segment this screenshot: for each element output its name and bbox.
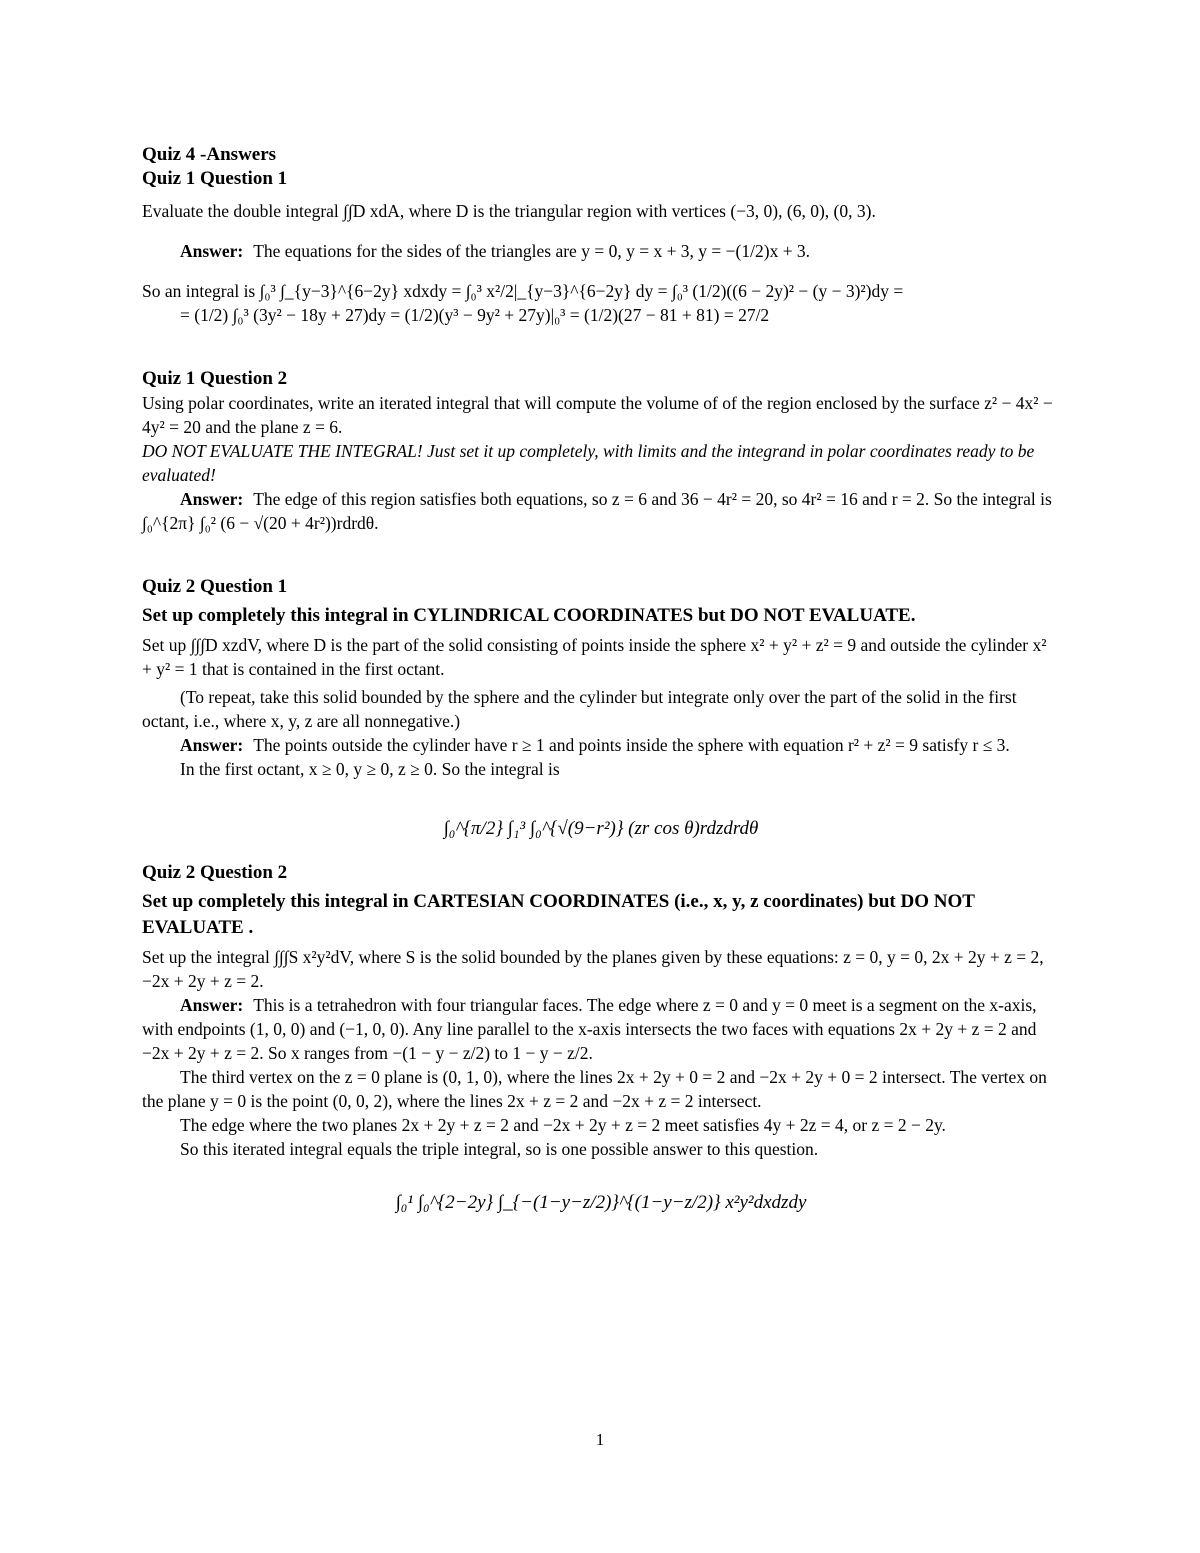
section-heading-q1-1: Quiz 1 Question 1 xyxy=(142,168,288,189)
page-title: Quiz 4 -Answers xyxy=(142,144,277,165)
question-text-q2-1: Set up ∫∫∫D xzdV, where D is the part of the solid consisting of points inside the sphere x² + y² + z² = 9 and outside the cylinder x² + y² = 1 that is contained in the first octant. xyxy=(142,635,1047,679)
octant-line: In the first octant, x ≥ 0, y ≥ 0, z ≥ 0. So the integral is xyxy=(180,759,560,779)
page-number: 1 xyxy=(595,1430,605,1449)
display-integral-q2-1: ∫₀^{π/2} ∫₁³ ∫₀^{√(9−r²)} (zr cos θ)rdzdrdθ xyxy=(443,818,759,839)
answer-text: This is a tetrahedron with four triangular faces. The edge where z = 0 and y = 0 meet is a segment on the x-axis, with endpoints (1, 0, 0) and (−1, 0, 0). Any line parallel to the x-axis intersects the two faces with equations 2x + 2y + z = 2 and −2x + 2y + z = 2. So x ranges from −(1 − y − z/2) to 1 − y − z/2. xyxy=(142,995,1037,1063)
question-text-q1-2: Using polar coordinates, write an iterated integral that will compute the volume of of the region enclosed by the surface z² − 4x² − 4y² = 20 and the plane z = 6. xyxy=(142,393,1053,437)
section-heading-q2-1: Quiz 2 Question 1 xyxy=(142,576,288,597)
clarification-text: (To repeat, take this solid bounded by the sphere and the cylinder but integrate only over the part of the solid in the first octant, i.e., where x, y, z are all nonnegative.) xyxy=(142,687,1017,731)
instruction-text-q1-2: DO NOT EVALUATE THE INTEGRAL! Just set it up completely, with limits and the integrand in polar coordinates ready to be evaluated! xyxy=(142,441,1035,485)
bold-instruction-q2-2: Set up completely this integral in CARTESIAN COORDINATES (i.e., x, y, z coordinates) but DO NOT EVALUATE . xyxy=(142,891,975,938)
answer-paragraph-q2-2 xyxy=(142,993,1060,1065)
answer-paragraph-q1-2 xyxy=(142,487,1060,535)
edge-paragraph: The edge where the two planes 2x + 2y + z = 2 and −2x + 2y + z = 2 meet satisfies 4y + 2z = 4, or z = 2 − 2y. xyxy=(180,1115,946,1135)
answer-paragraph-q1-1 xyxy=(142,239,1060,263)
third-vertex-paragraph: The third vertex on the z = 0 plane is (0, 1, 0), where the lines 2x + 2y + 0 = 2 and −2x + 2y + 0 = 2 intersect. The vertex on the plane y = 0 is the point (0, 0, 2), where the lines 2x + z = 2 and −2x + z = 2 intersect. xyxy=(142,1067,1047,1111)
bold-instruction-q2-1: Set up completely this integral in CYLINDRICAL COORDINATES but DO NOT EVALUATE. xyxy=(142,605,916,626)
answer-label: Answer: xyxy=(180,995,244,1015)
document-page xyxy=(142,143,1060,1235)
question-text-q2-2: Set up the integral ∫∫∫S x²y²dV, where S is the solid bounded by the planes given by these equations: z = 0, y = 0, 2x + 2y + z = 2, −2x + 2y + z = 2. xyxy=(142,947,1044,991)
answer-paragraph-q2-1 xyxy=(142,733,1060,757)
answer-text: The points outside the cylinder have r ≥ 1 and points inside the sphere with equation r² + z² = 9 satisfy r ≤ 3. xyxy=(253,735,1010,755)
answer-label: Answer: xyxy=(180,489,244,509)
conclusion-line: So this iterated integral equals the triple integral, so is one possible answer to this question. xyxy=(180,1139,819,1159)
answer-text: The equations for the sides of the triangles are y = 0, y = x + 3, y = −(1/2)x + 3. xyxy=(253,241,811,261)
answer-label: Answer: xyxy=(180,241,244,261)
section-heading-q2-2: Quiz 2 Question 2 xyxy=(142,862,288,883)
answer-label: Answer: xyxy=(180,735,244,755)
answer-text: The edge of this region satisfies both equations, so z = 6 and 36 − 4r² = 20, so 4r² = 16 and r = 2. So the integral is ∫₀^{2π} ∫₀² (6 − √(20 + 4r²))rdrdθ. xyxy=(142,489,1052,533)
display-integral-q2-2: ∫₀¹ ∫₀^{2−2y} ∫_{−(1−y−z/2)}^{(1−y−z/2)} x²y²dxdzdy xyxy=(395,1192,807,1213)
section-heading-q1-2: Quiz 1 Question 2 xyxy=(142,368,288,389)
question-text-q1-1: Evaluate the double integral ∫∫D xdA, where D is the triangular region with vertices (−3, 0), (6, 0), (0, 3). xyxy=(142,201,876,221)
work-line-2: = (1/2) ∫₀³ (3y² − 18y + 27)dy = (1/2)(y³ − 9y² + 27y)|₀³ = (1/2)(27 − 81 + 81) = 27/2 xyxy=(180,305,770,325)
work-line-1: So an integral is ∫₀³ ∫_{y−3}^{6−2y} xdxdy = ∫₀³ x²/2|_{y−3}^{6−2y} dy = ∫₀³ (1/2)((6 − 2y)² − (y − 3)²)dy = xyxy=(142,281,904,301)
